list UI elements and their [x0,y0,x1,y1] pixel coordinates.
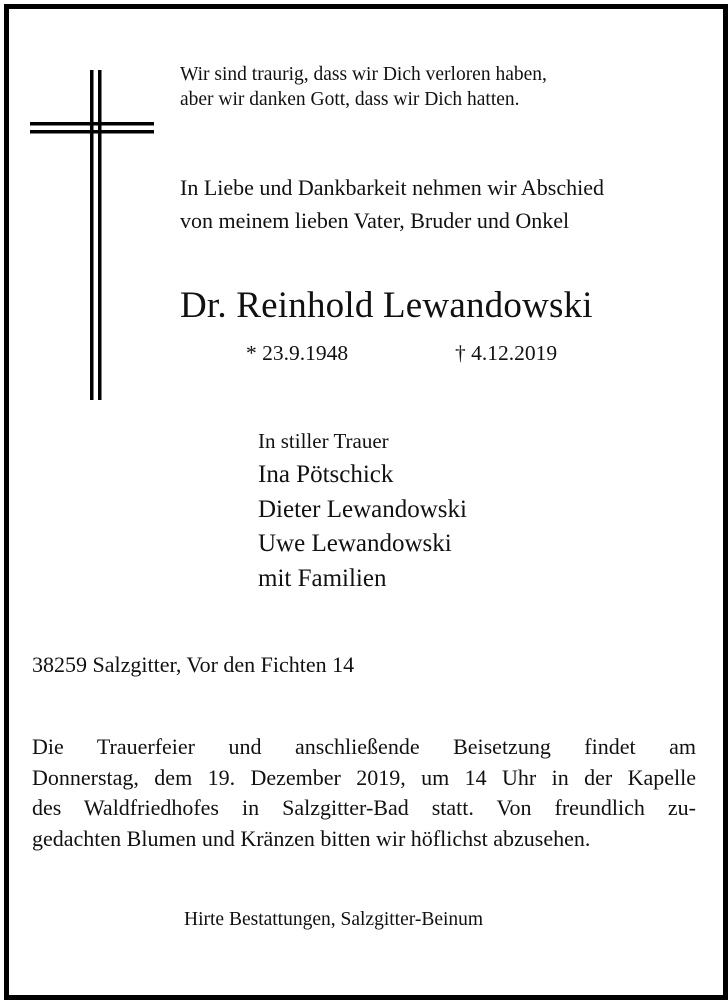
deceased-name: Dr. Reinhold Lewandowski [180,285,593,326]
ceremony-line: gedachten Blumen und Kränzen bitten wir höflichst abzusehen. [32,825,591,851]
mourner-name: mit Familien [258,564,387,592]
quote-line: Wir sind traurig, dass wir Dich verloren haben, [180,64,547,85]
mourners-list [258,458,467,596]
ceremony-info [32,732,696,854]
undertaker: Hirte Bestattungen, Salzgitter-Beinum [184,909,484,930]
farewell-line: von meinem lieben Vater, Bruder und Onkel [180,208,570,233]
ceremony-line: des Waldfriedhofes in Salzgitter-Bad statt. Von freundlich zu- [32,795,696,820]
mourning-heading: In stiller Trauer [258,429,389,453]
ceremony-line: Donnerstag, dem 19. Dezember 2019, um 14 Uhr in der Kapelle [32,764,696,790]
farewell-line: In Liebe und Dankbarkeit nehmen wir Abschied [180,175,604,200]
ceremony-line: Die Trauerfeier und anschließende Beisetzung findet am [32,734,696,759]
address: 38259 Salzgitter, Vor den Fichten 14 [32,652,355,677]
birth-date: * 23.9.1948 [246,341,349,365]
quote [180,62,547,112]
mourner-name: Uwe Lewandowski [258,530,452,557]
cross-icon [30,70,154,400]
mourner-name: Ina Pötschick [258,461,394,488]
quote-line: aber wir danken Gott, dass wir Dich hatten. [180,89,520,110]
mourner-name: Dieter Lewandowski [258,495,467,523]
death-date: † 4.12.2019 [455,341,558,365]
farewell-text [180,171,604,237]
